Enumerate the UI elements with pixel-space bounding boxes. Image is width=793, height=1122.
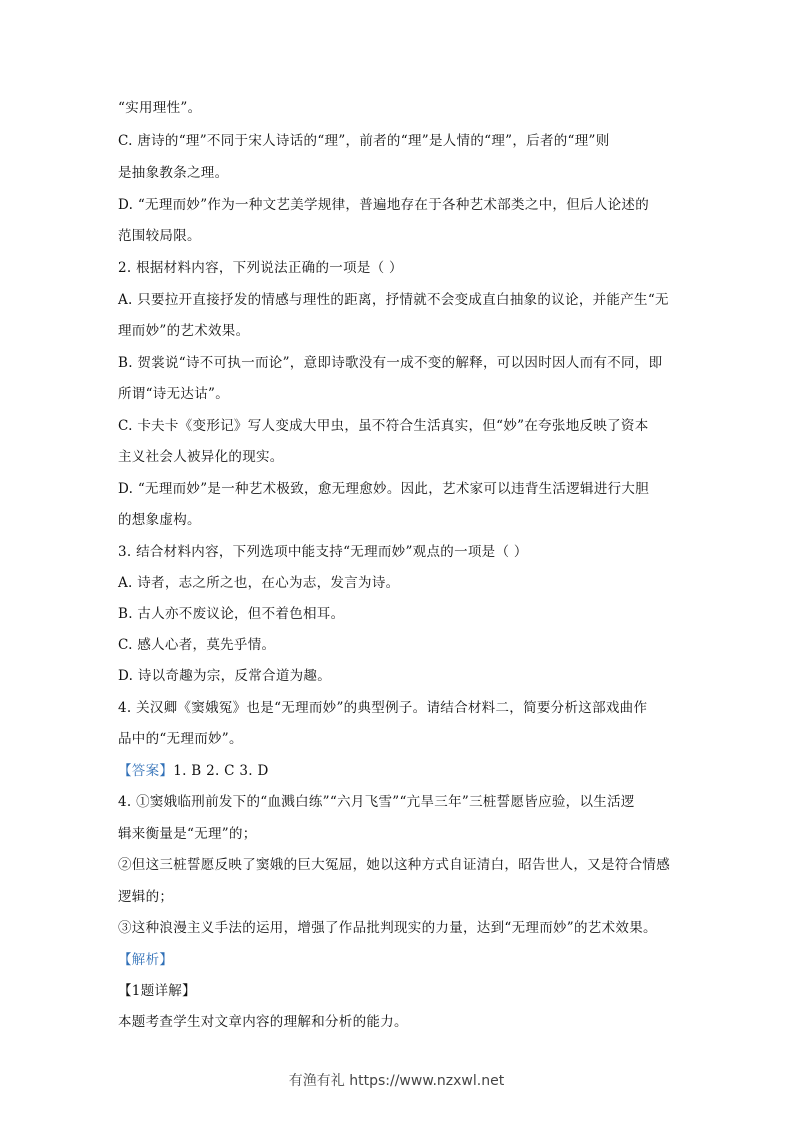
question-4: 4. 关汉卿《窦娥冤》也是“无理而妙”的典型例子。请结合材料二，简要分析这部戏曲作 [118,700,648,716]
question-2: 2. 根据材料内容，下列说法正确的一项是（ ） [118,260,403,276]
question-3: 3. 结合材料内容，下列选项中能支持“无理而妙”观点的一项是（ ） [118,544,528,560]
text-line: 品中的“无理而妙”。 [118,731,243,747]
text-line: 辑来衡量是“无理”的； [118,826,257,842]
option-b-line: B. 贺裳说“诗不可执一而论”，意即诗歌没有一成不变的解释，可以因时因人而有不同，即 [118,355,663,371]
text-line: 理而妙”的艺术效果。 [118,323,250,339]
option-d-line: D. “无理而妙”作为一种文艺美学规律，普遍地存在于各种艺术部类之中，但后人论述的 [118,197,650,213]
answer-line [118,761,269,781]
option-c-line: C. 感人心者，莫先乎情。 [118,637,276,653]
text-line: 的想象虚构。 [118,512,201,528]
option-c-line: C. 唐诗的“理”不同于宋人诗话的“理”，前者的“理”是人情的“理”，后者的“理”则 [118,133,610,149]
option-b-line: B. 古人亦不废议论，但不着色相耳。 [118,606,345,622]
option-d-line: D. “无理而妙”是一种艺术极致，愈无理愈妙。因此，艺术家可以违背生活逻辑进行大胆 [118,481,650,497]
detail-text: 本题考查学生对文章内容的理解和分析的能力。 [118,1014,408,1030]
option-d-line: D. 诗以奇趣为宗，反常合道为趣。 [118,668,332,684]
text-line: 所谓“诗无达诂”。 [118,386,230,402]
text-line: ③这种浪漫主义手法的运用，增强了作品批判现实的力量，达到“无理而妙”的艺术效果。 [118,920,657,936]
text-line: ②但这三桩誓愿反映了窦娥的巨大冤屈，她以这种方式自证清白，昭告世人，又是符合情感 [118,857,670,873]
text-line: 是抽象教条之理。 [118,165,229,181]
option-a-line: A. 诗者，志之所之也，在心为志，发言为诗。 [118,575,400,591]
text-line: 范围较局限。 [118,228,201,244]
detail-label: 【1题详解】 [118,983,196,999]
answer-label: 【答案】 [118,763,174,779]
answer-text: 1. B 2. C 3. D [173,763,269,779]
answer-4-line: 4. ①窦娥临刑前发下的“血溅白练”“六月飞雪”“亢旱三年”三桩誓愿皆应验，以生活逻 [118,794,635,810]
footer-watermark: 有渔有礼 https://www.nzxwl.net [288,1073,505,1089]
text-line: “实用理性”。 [118,100,202,116]
option-c-line: C. 卡夫卡《变形记》写人变成大甲虫，虽不符合生活真实，但“妙”在夸张地反映了资本 [118,418,649,434]
option-a-line: A. 只要拉开直接抒发的情感与理性的距离，抒情就不会变成直白抽象的议论，并能产生“无 [118,292,669,308]
text-line: 主义社会人被异化的现实。 [118,449,284,465]
text-line: 逻辑的； [118,889,174,905]
analysis-label: 【解析】 [118,952,174,968]
